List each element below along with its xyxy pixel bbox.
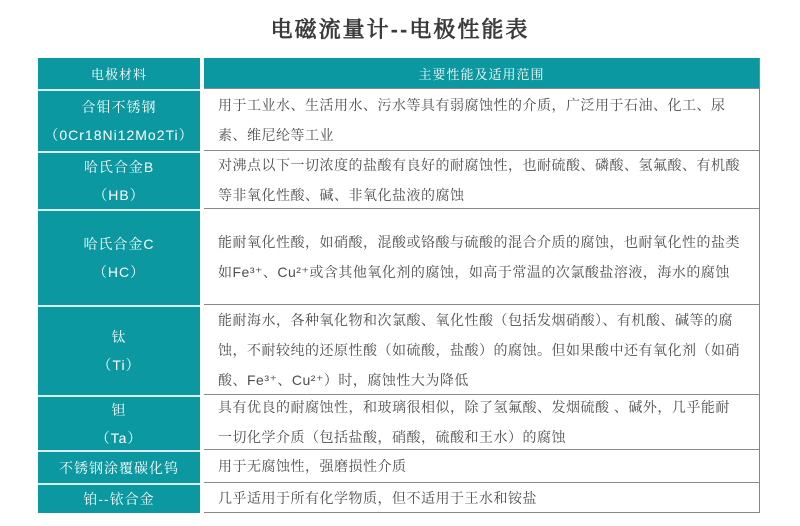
material-cell: [38, 151, 200, 209]
material-line: 钽: [111, 401, 127, 418]
description-cell: [204, 483, 760, 513]
material-line: 铂--铱合金: [83, 491, 155, 507]
header-material-label: 电极材料: [90, 67, 147, 82]
header-performance: [204, 58, 760, 89]
material-cell: [38, 450, 200, 483]
material-line: 哈氏合金B: [83, 159, 155, 175]
description-cell: [204, 305, 760, 395]
description-cell: [204, 395, 760, 450]
description-text: 用于工业水、生活用水、污水等具有弱腐蚀性的介质，广泛用于石油、化工、尿素、维尼纶等工业: [218, 96, 726, 143]
page-title: 电磁流量计--电极性能表: [270, 17, 530, 42]
description-cell: [204, 89, 760, 151]
material-line: （Ta）: [95, 429, 143, 446]
header-material: [38, 58, 200, 89]
material-line: 合钼不锈钢: [81, 99, 157, 115]
material-line: （Ti）: [97, 357, 141, 373]
description-text: 能耐氧化性酸，如硝酸，混酸或铬酸与硫酸的混合介质的腐蚀，也耐氧化性的盐类如Fe³⁺、Cu²⁺或含其他氧化剂的腐蚀，如高于常温的次氯酸盐溶液，海水的腐蚀: [218, 233, 740, 280]
description-text: 对沸点以下一切浓度的盐酸有良好的耐腐蚀性，也耐硫酸、磷酸、氢氟酸、有机酸等非氧化性酸、碱、非氧化盐液的腐蚀: [218, 156, 740, 203]
description-cell: [204, 151, 760, 209]
material-line: 哈氏合金C: [83, 236, 155, 252]
material-cell: [38, 483, 200, 513]
description-cell: [204, 450, 760, 483]
description-cell: [204, 209, 760, 305]
material-cell: [38, 209, 200, 305]
material-cell: [38, 395, 200, 450]
material-line: （HB）: [93, 187, 145, 203]
description-text: 具有优良的耐腐蚀性，和玻璃很相似，除了氢氟酸、发烟硫酸 、碱外，几乎能耐一切化学介质（包括盐酸，硝酸，硫酸和王水）的腐蚀: [218, 399, 730, 445]
header-performance-label: 主要性能及适用范围: [418, 66, 545, 82]
electrode-performance-table: [38, 58, 760, 513]
material-line: （0Cr18Ni12Mo2Ti）: [44, 127, 194, 143]
description-text: 能耐海水，各种氧化物和次氯酸、氧化性酸（包括发烟硝酸）、有机酸、碱等的腐蚀，不耐较纯的还原性酸（如硫酸，盐酸）的腐蚀。但如果酸中还有氧化剂（如硝酸、Fe³⁺、Cu²⁺）时，腐蚀性大为降低: [218, 311, 740, 388]
material-line: （HC）: [92, 264, 146, 280]
description-text: 用于无腐蚀性，强磨损性介质: [218, 458, 407, 474]
material-cell: [38, 305, 200, 395]
material-line: 钛: [111, 329, 127, 345]
description-text: 几乎适用于所有化学物质，但不适用于王水和铵盐: [218, 489, 537, 506]
material-cell: [38, 89, 200, 151]
material-line: 不锈钢涂覆碳化钨: [59, 459, 179, 476]
